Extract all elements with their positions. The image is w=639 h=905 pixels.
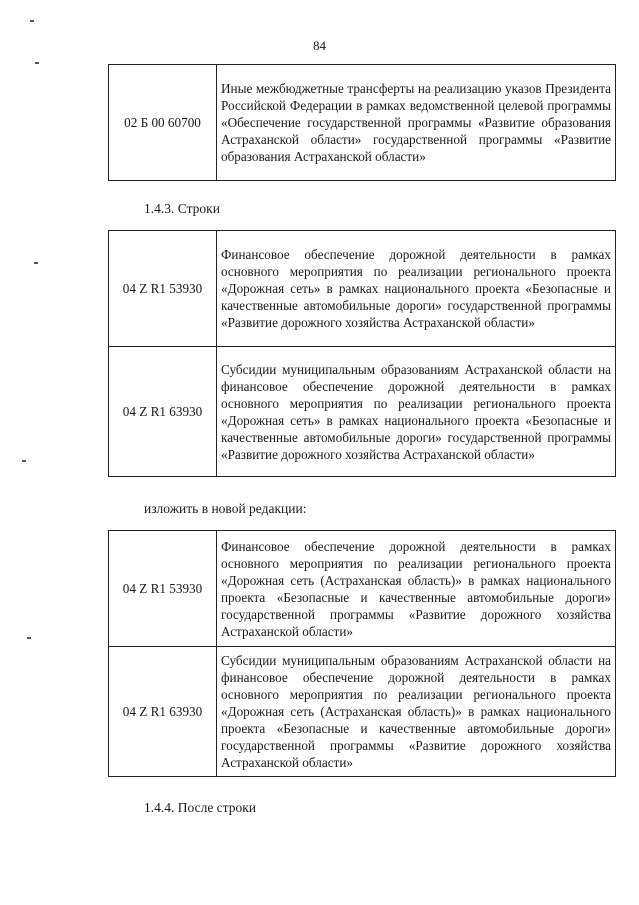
budget-code-cell: 04 Z R1 53930: [109, 531, 217, 647]
description-cell: Иные межбюджетные трансферты на реализацию указов Президента Российской Федерации в рамках ведомственной целевой программы «Обеспечение государственной программы «Развитие образования Астраханской области» государственной программы «Развитие образования Астраханской области»: [217, 65, 616, 181]
scan-mark: [34, 262, 38, 264]
table-new-rows: [108, 530, 616, 777]
table-row: [109, 647, 616, 777]
description-cell: Финансовое обеспечение дорожной деятельности в рамках основного мероприятия по реализации регионального проекта «Дорожная сеть» в рамках национального проекта «Безопасные и качественные автомобильные дороги» государственной программы «Развитие дорожного хозяйства Астраханской области»: [217, 231, 616, 347]
page-number: 84: [313, 38, 326, 53]
table-row: [109, 231, 616, 347]
section-1-4-4-heading: 1.4.4. После строки: [144, 800, 257, 815]
description-cell: Субсидии муниципальным образованиям Астраханской области на финансовое обеспечение дорожной деятельности в рамках основного мероприятия по реализации регионального проекта «Дорожная сеть» в рамках национального проекта «Безопасные и качественные автомобильные дороги» государственной программы «Развитие дорожного хозяйства Астраханской области»: [217, 347, 616, 477]
budget-code-cell: 04 Z R1 63930: [109, 647, 217, 777]
table-row: [109, 65, 616, 181]
description-cell: Субсидии муниципальным образованиям Астраханской области на финансовое обеспечение дорожной деятельности в рамках основного мероприятия по реализации регионального проекта «Дорожная сеть (Астраханская область)» в рамках национального проекта «Безопасные и качественные автомобильные дороги» государственной программы «Развитие дорожного хозяйства Астраханской области»: [217, 647, 616, 777]
scan-mark: [35, 62, 39, 64]
new-edition-instruction: изложить в новой редакции:: [144, 501, 307, 516]
scan-mark: [22, 460, 26, 462]
scan-mark: [27, 637, 31, 639]
budget-code-cell: 04 Z R1 53930: [109, 231, 217, 347]
table-row: [109, 347, 616, 477]
table-old-rows: [108, 230, 616, 477]
table-transfer-row: [108, 64, 616, 181]
budget-code-cell: 02 Б 00 60700: [109, 65, 217, 181]
table-row: [109, 531, 616, 647]
scan-mark: [30, 20, 34, 22]
section-1-4-3-heading: 1.4.3. Строки: [144, 201, 220, 216]
budget-code-cell: 04 Z R1 63930: [109, 347, 217, 477]
description-cell: Финансовое обеспечение дорожной деятельности в рамках основного мероприятия по реализации регионального проекта «Дорожная сеть (Астраханская область)» в рамках национального проекта «Безопасные и качественные автомобильные дороги» государственной программы «Развитие дорожного хозяйства Астраханской области»: [217, 531, 616, 647]
